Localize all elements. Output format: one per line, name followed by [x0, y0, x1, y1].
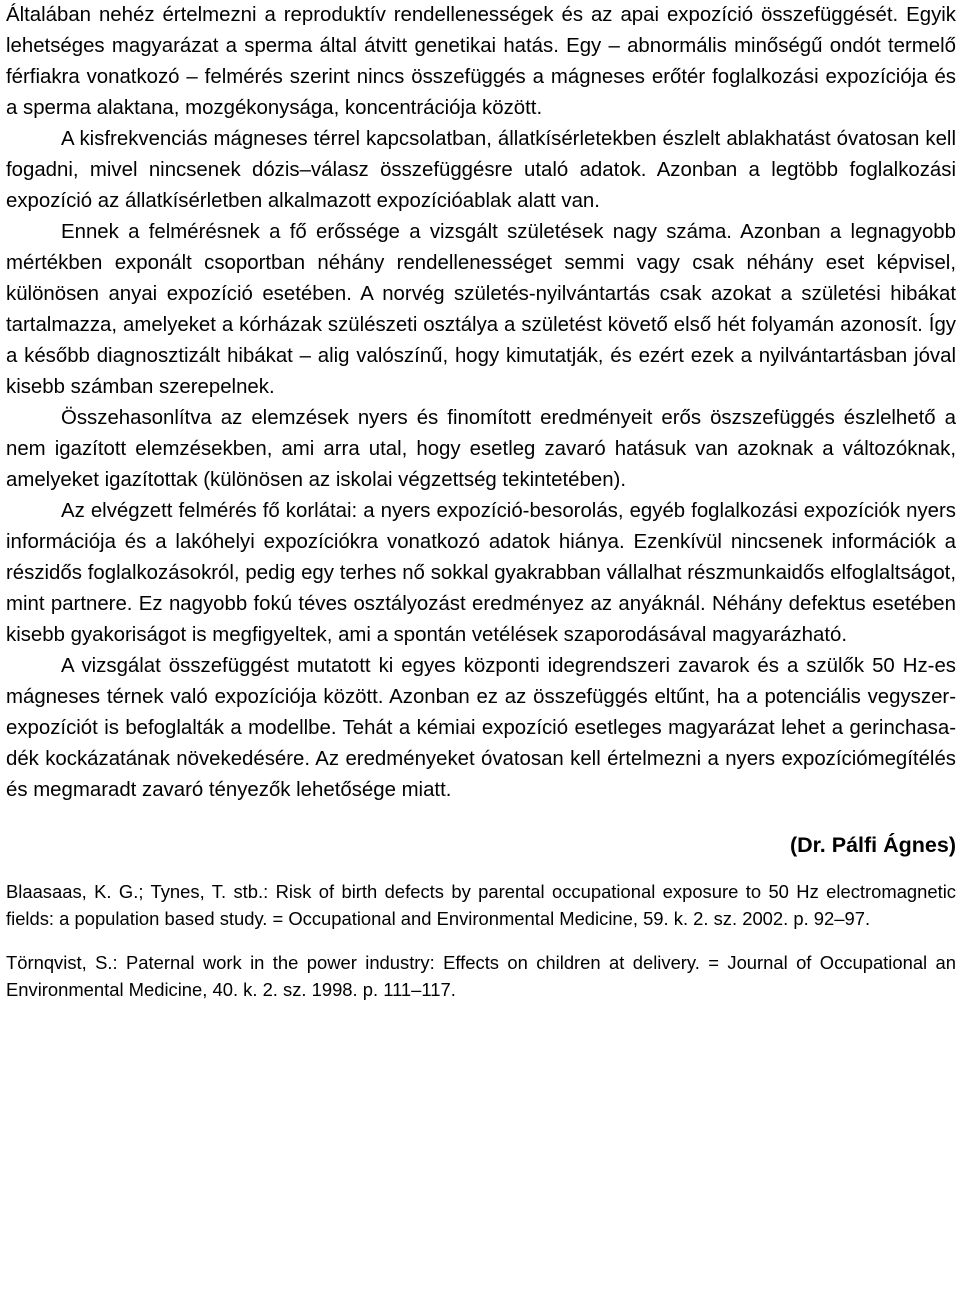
reference-1: Blaasaas, K. G.; Tynes, T. stb.: Risk of birth defects by parental occupational exposure to 50 Hz electromagnetic fields: a population based study. = Occupational and Environmental Medicine, 59. k. 2. sz. 2002. p. 92–97. — [6, 881, 956, 929]
article-body — [6, 0, 956, 806]
reference-2: Törnqvist, S.: Paternal work in the power industry: Effects on children at delivery. = Journal of Occupational an Environmental Medicine, 40. k. 2. sz. 1998. p. 111–117. — [6, 952, 956, 1000]
paragraph-4: Összehasonlítva az elemzések nyers és finomított eredményeit erős öszszefüggés észlelhető a nem igazított elemzésekben, ami arra utal, hogy esetleg zavaró hatásuk van azoknak a változóknak, amelyeket igazítottak (különösen az iskolai végzettség tekintetében). — [6, 407, 956, 491]
paragraph-5: Az elvégzett felmérés fő korlátai: a nyers expozíció-besorolás, egyéb foglalkozási expozíciók nyers információja és a lakóhelyi expozíciókra vonatkozó adatok hiánya. Ezenkívül nincsenek információk a részidős foglalkozásokról, pedig egy terhes nő sokkal gyakrabban vállalhat részmunkaidős elfoglaltságot, mint partnere. Ez nagyobb fokú téves osztályozást eredményez az anyáknál. Néhány defektus esetében kisebb gyakoriságot is megfigyeltek, ami a spontán vetélések szaporodásával magyarázható. — [6, 500, 956, 646]
paragraph-3: Ennek a felmérésnek a fő erőssége a vizsgált születések nagy száma. Azonban a legnagyobb mértékben exponált csoportban néhány rendellenességet semmi vagy csak néhány eset képvisel, különösen anyai expozíció esetében. A norvég születés-nyilvántartás csak azokat a születési hibákat tartalmazza, amelyeket a kórházak szülészeti osztálya a születést követő első hét folyamán azonosít. Így a később diagnosztizált hibákat – alig valószínű, hogy kimutatják, és ezért ezek a nyilvántartásban jóval kisebb számban szerepelnek. — [6, 221, 956, 398]
paragraph-6: A vizsgálat összefüggést mutatott ki egyes központi idegrendszeri zavarok és a szülők 50 Hz-es mágneses térnek való expozíciója között. Azonban ez az összefüggés eltűnt, ha a potenciális vegyszer-expozíciót is befoglalták a modellbe. Tehát a kémiai expozíció esetleges magyarázat lehet a gerinchasadék kockázatának növekedésére. Az eredményeket óvatosan kell értelmezni a nyers expozíciómegítélés és megmaradt zavaró tényezők lehetősége miatt. — [6, 655, 956, 801]
author-signature: (Dr. Pálfi Ágnes) — [789, 833, 956, 857]
document-page — [6, 0, 956, 1003]
paragraph-1: Általában nehéz értelmezni a reproduktív rendellenességek és az apai expozíció összefüggését. Egyik lehetséges magyarázat a sperma által átvitt genetikai hatás. Egy – abnormális minőségű ondót termelő férfiakra vonatkozó – felmérés szerint nincs összefüggés a mágneses erőtér foglalkozási expozíciója és a sperma alaktana, mozgékonysága, koncentrációja között. — [6, 4, 956, 119]
paragraph-2: A kisfrekvenciás mágneses térrel kapcsolatban, állatkísérletekben észlelt ablakhatást óvatosan kell fogadni, mivel nincsenek dózis–válasz összefüggésre utaló adatok. Azonban a legtöbb foglalkozási expozíció az állatkísérletben alkalmazott expozícióablak alatt van. — [6, 128, 956, 212]
